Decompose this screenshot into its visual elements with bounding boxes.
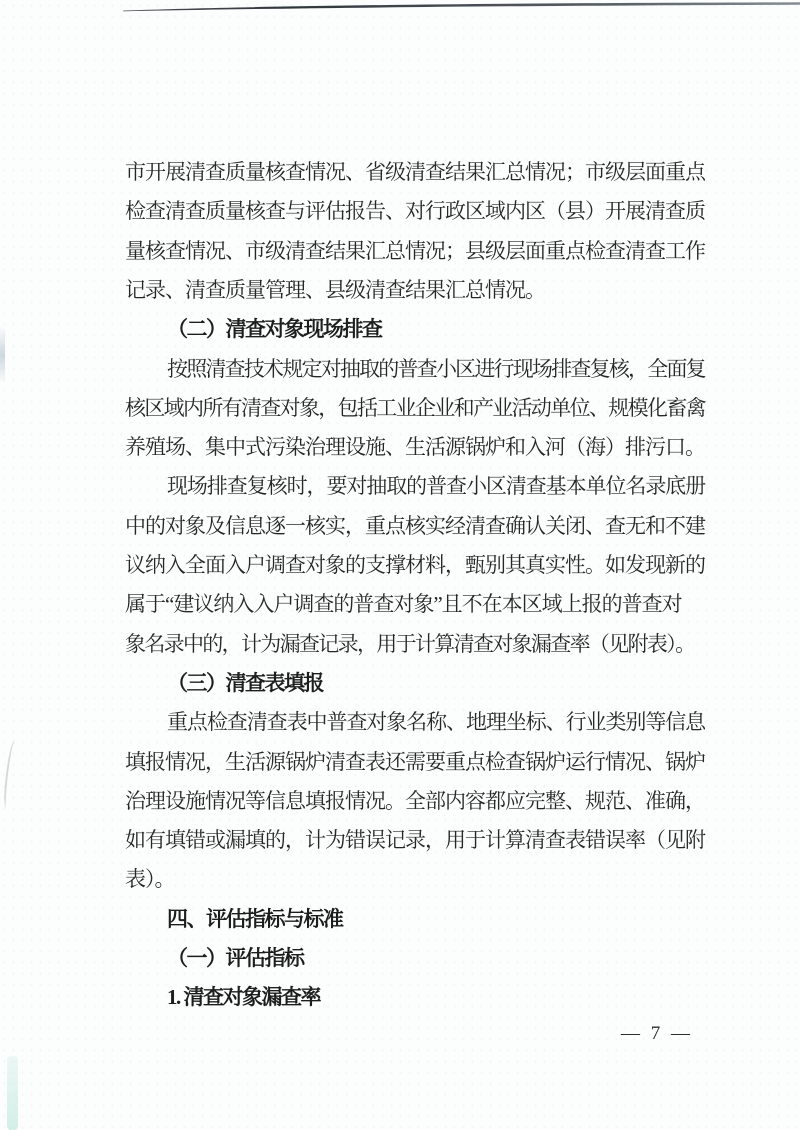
text-line: 量核查情况、市级清查结果汇总情况；县级层面重点检查清查工作 [125, 238, 705, 263]
text-line: 检查清查质量核查与评估报告、对行政区域内区（县）开展清查质 [125, 199, 705, 224]
section-heading: （三）清查表填报 [167, 670, 323, 695]
text-line: 填报情况，生活源锅炉清查表还需要重点检查锅炉运行情况、锅炉 [125, 749, 705, 774]
text-line: 属于“建议纳入入户调查的普查对象”且不在本区域上报的普查对 [125, 592, 682, 617]
text-line: 重点检查清查表中普查对象名称、地理坐标、行业类别等信息 [167, 710, 706, 735]
section-heading: （二）清查对象现场排查 [167, 317, 382, 342]
section-heading: 1. 清查对象漏查率 [167, 985, 320, 1010]
section-heading: 四、评估指标与标准 [167, 906, 343, 931]
text-line: 议纳入全面入户调查对象的支撑材料，甄别其真实性。如发现新的 [125, 553, 705, 577]
text-line: 表）。 [125, 867, 175, 892]
text-line: 按照清查技术规定对抽取的普查小区进行现场排查复核，全面复 [167, 356, 705, 381]
page-number: — 7 — [621, 1023, 693, 1044]
text-line: 中的对象及信息逐一核实，重点核实经清查确认关闭、查无和不建 [125, 513, 705, 538]
text-line: 养殖场、集中式污染治理设施、生活源锅炉和入河（海）排污口。 [125, 435, 705, 460]
section-heading: （一）评估指标 [167, 946, 304, 970]
text-line: 如有填错或漏填的，计为错误记录，用于计算清查表错误率（见附 [125, 828, 705, 853]
text-line: 现场排查复核时，要对抽取的普查小区清查基本单位名录底册 [167, 474, 706, 499]
text-line: 象名录中的，计为漏查记录，用于计算清查对象漏查率（见附表）。 [125, 631, 695, 656]
text-line: 记录、清查质量管理、县级清查结果汇总情况。 [125, 277, 545, 302]
text-line: 市开展清查质量核查情况、省级清查结果汇总情况；市级层面重点 [125, 160, 705, 184]
text-line: 核区域内所有清查对象，包括工业企业和产业活动单位、规模化畜禽 [125, 395, 705, 420]
text-line: 治理设施情况等信息填报情况。全部内容都应完整、规范、准确， [125, 788, 705, 813]
